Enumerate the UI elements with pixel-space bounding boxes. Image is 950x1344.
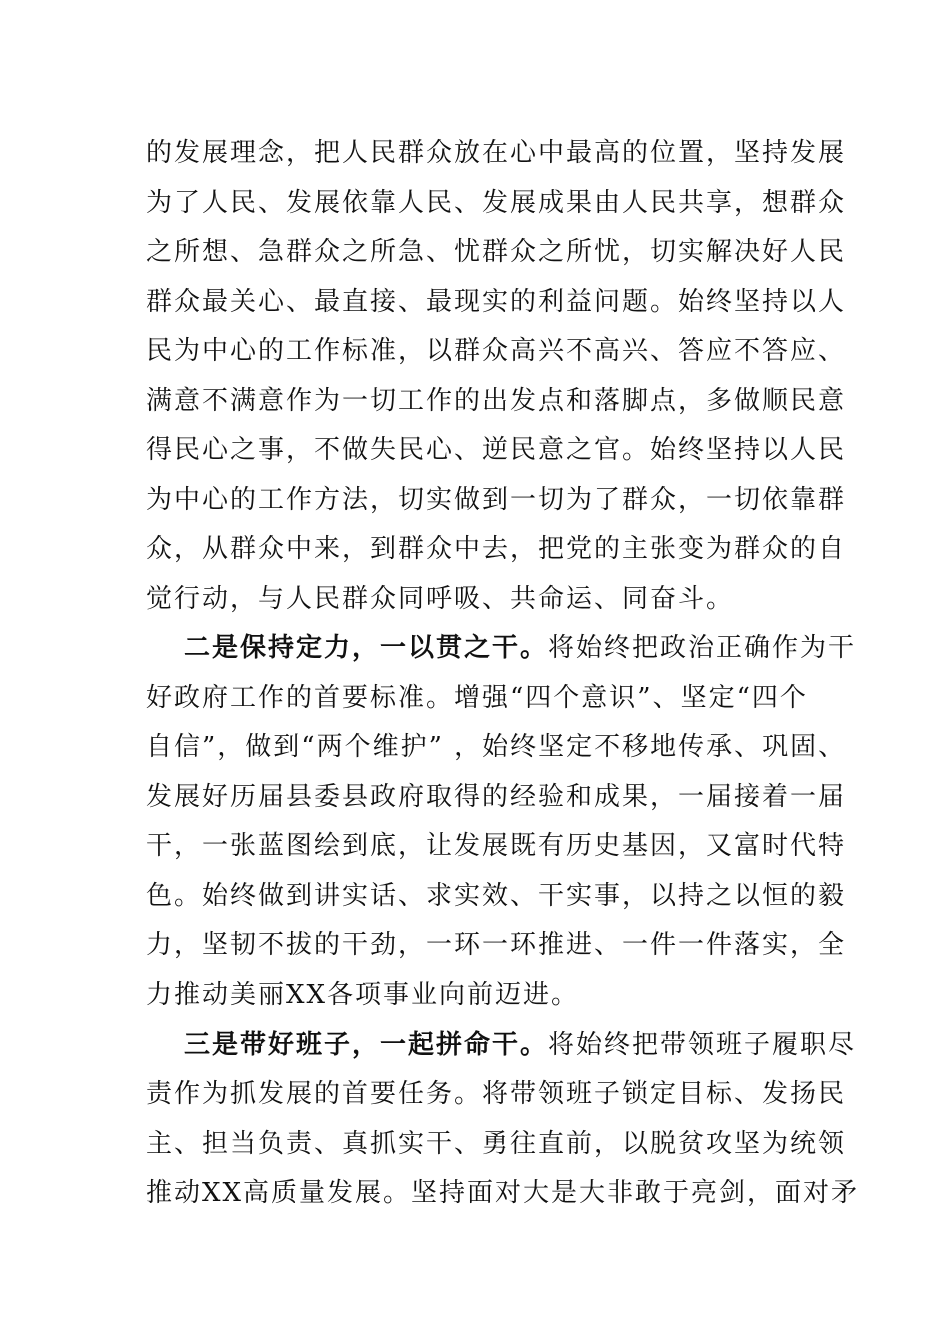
paragraph-3-first-line [184,1020,856,1070]
paragraph-1-line-8: 为中心的工作方法，切实做到一切为了群众，一切依靠群 [146,485,847,515]
paragraph-1-line-9: 众，从群众中来，到群众中去，把党的主张变为群众的自 [146,534,847,564]
paragraph-2-heading: 二是保持定力，一以贯之干。 [184,633,549,663]
paragraph-3-line-2: 责作为抓发展的首要任务。将带领班子锁定目标、发扬民 [146,1079,847,1109]
paragraph-1-line-3: 之所想、急群众之所急、忧群众之所忧，切实解决好人民 [146,237,847,267]
paragraph-2-line-7: 力，坚韧不拔的干劲，一环一环推进、一件一件落实，全 [146,930,847,960]
paragraph-3-line-3: 主、担当负责、真抓实干、勇往直前，以脱贫攻坚为统领 [146,1129,847,1159]
paragraph-1-line-10: 觉行动，与人民群众同呼吸、共命运、同奋斗。 [146,584,735,614]
paragraph-1-line-2: 为了人民、发展依靠人民、发展成果由人民共享，想群众 [146,188,847,218]
paragraph-1-line-6: 满意不满意作为一切工作的出发点和落脚点，多做顺民意 [146,386,847,416]
paragraph-3-first-line-text: 将始终把带领班子履职尽 [548,1030,857,1060]
paragraph-2-line-5: 干，一张蓝图绘到底，让发展既有历史基因，又富时代特 [146,831,847,861]
paragraph-2-first-line [184,623,856,673]
paragraph-3-line-4: 推动XX高质量发展。坚持面对大是大非敢于亮剑，面对矛 [146,1178,860,1208]
paragraph-1-line-4: 群众最关心、最直接、最现实的利益问题。始终坚持以人 [146,287,847,317]
paragraph-1-line-7: 得民心之事，不做失民心、逆民意之官。始终坚持以人民 [146,435,847,465]
paragraph-2-line-2: 好政府工作的首要标准。增强“四个意识”、坚定“四个 [146,683,808,713]
paragraph-2-line-4: 发展好历届县委县政府取得的经验和成果，一届接着一届 [146,782,847,812]
paragraph-2-line-8: 力推动美丽XX各项事业向前迈进。 [146,980,580,1010]
paragraph-3-heading: 三是带好班子，一起拼命干。 [184,1030,549,1060]
paragraph-2-line-6: 色。始终做到讲实话、求实效、干实事，以持之以恒的毅 [146,881,847,911]
paragraph-1-line-5: 民为中心的工作标准，以群众高兴不高兴、答应不答应、 [146,336,847,366]
paragraph-2-first-line-text: 将始终把政治正确作为干 [548,633,857,663]
paragraph-1-line-1: 的发展理念，把人民群众放在心中最高的位置，坚持发展 [146,138,847,168]
paragraph-2-line-3: 自信”，做到“两个维护” ，始终坚定不移地传承、巩固、 [146,732,847,762]
